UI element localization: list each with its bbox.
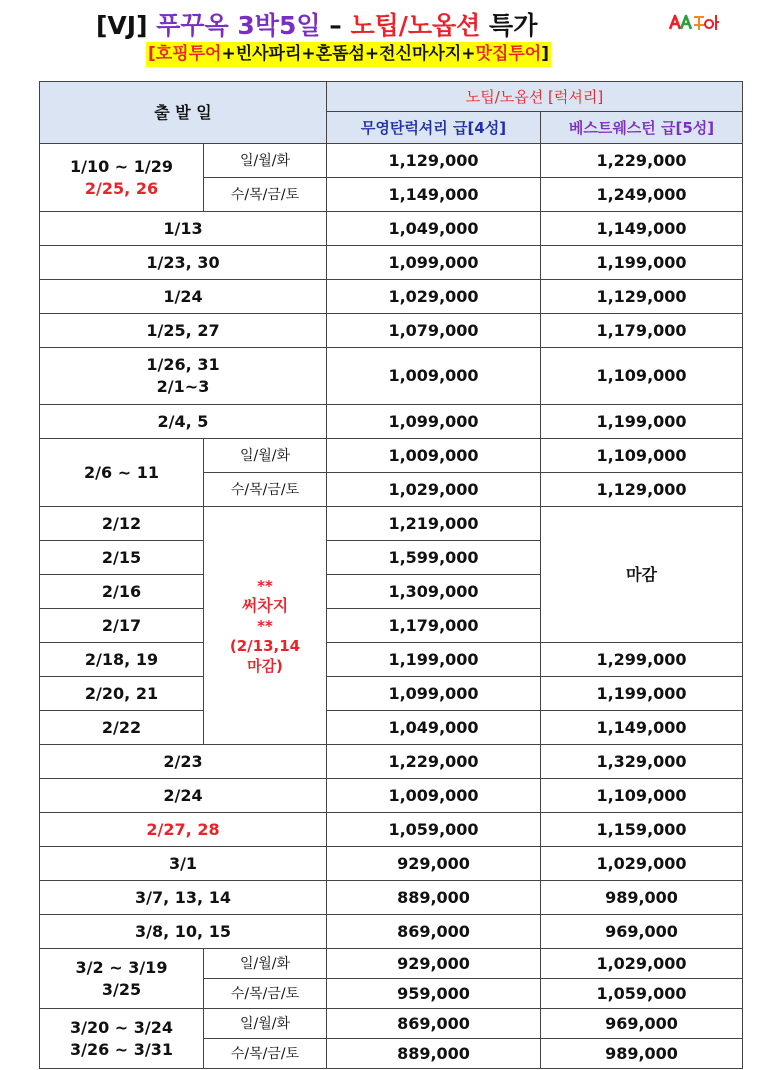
price-5star: 1,029,000 [541,949,743,979]
date-cell: 2/17 [40,609,204,643]
price-4star: 869,000 [327,915,541,949]
price-4star: 1,229,000 [327,745,541,779]
price-5star: 1,159,000 [541,813,743,847]
price-4star: 1,179,000 [327,609,541,643]
price-4star: 1,599,000 [327,541,541,575]
price-5star: 1,109,000 [541,348,743,405]
price-5star: 1,029,000 [541,847,743,881]
day-group-weekday: 일/월/화 [204,439,327,473]
price-5star: 1,199,000 [541,405,743,439]
subtitle-part-4: ] [541,44,549,64]
price-4star: 1,009,000 [327,348,541,405]
date-line: 3/25 [101,979,142,999]
surcharge-stars: ** [257,576,273,595]
page-title [96,6,537,42]
price-4star: 1,129,000 [327,144,541,178]
surcharge-stars: ** [257,616,273,635]
date-cell: 2/18, 19 [40,643,204,677]
title-duration: 3박5일 [237,11,321,40]
price-4star: 1,059,000 [327,813,541,847]
price-4star: 1,009,000 [327,779,541,813]
title-option: 노팁/노옵션 [350,11,481,40]
date-cell: 2/4, 5 [40,405,327,439]
date-cell: 3/1 [40,847,327,881]
price-5star: 1,149,000 [541,711,743,745]
date-cell: 2/16 [40,575,204,609]
date-cell [40,348,327,405]
date-cell: 2/12 [40,507,204,541]
price-4star: 1,049,000 [327,212,541,246]
price-5star: 1,109,000 [541,779,743,813]
price-5star: 1,129,000 [541,280,743,314]
date-cell: 2/6 ~ 11 [40,439,204,507]
title-promo: 특가 [489,11,538,40]
title-tag: [VJ] [96,11,148,40]
subtitle-part-3: 맛집투어 [475,44,542,64]
price-4star: 1,149,000 [327,178,541,212]
price-4star: 929,000 [327,949,541,979]
subtitle-part-1: [호핑투어 [148,44,222,64]
date-cell [40,144,204,212]
price-4star: 1,049,000 [327,711,541,745]
day-group-weekday: 일/월/화 [204,1009,327,1039]
date-cell: 2/22 [40,711,204,745]
title-dash: – [329,11,342,40]
price-4star: 1,099,000 [327,405,541,439]
date-line: 1/26, 31 [146,355,220,374]
page-header [0,0,773,80]
date-cell [40,1009,204,1069]
date-line-red: 2/25, 26 [84,178,159,198]
departure-header: 출 발 일 [40,82,327,144]
date-cell: 1/13 [40,212,327,246]
date-line: 3/20 ~ 3/24 [69,1017,174,1037]
date-cell: 3/8, 10, 15 [40,915,327,949]
day-group-weekend: 수/목/금/토 [204,979,327,1009]
day-group-weekend: 수/목/금/토 [204,178,327,212]
date-cell-red: 2/27, 28 [40,813,327,847]
sold-out-label: 마감 [541,507,743,643]
price-4star: 1,099,000 [327,677,541,711]
date-cell [40,949,204,1009]
price-5star: 1,299,000 [541,643,743,677]
price-4star: 869,000 [327,1009,541,1039]
price-5star: 1,199,000 [541,246,743,280]
date-cell: 1/25, 27 [40,314,327,348]
price-5star: 969,000 [541,915,743,949]
day-group-weekday: 일/월/화 [204,949,327,979]
day-group-weekday: 일/월/화 [204,144,327,178]
hotel-4star-header: 무영탄럭셔리 급[4성] [327,112,541,144]
hotel-5star-header: 베스트웨스턴 급[5성] [541,112,743,144]
price-5star: 1,059,000 [541,979,743,1009]
price-4star: 1,099,000 [327,246,541,280]
date-cell: 3/7, 13, 14 [40,881,327,915]
price-5star: 989,000 [541,1039,743,1069]
price-4star: 959,000 [327,979,541,1009]
price-5star: 1,229,000 [541,144,743,178]
price-4star: 1,009,000 [327,439,541,473]
surcharge-label: 써차지 [241,595,289,615]
price-4star: 1,199,000 [327,643,541,677]
date-line: 3/2 ~ 3/19 [75,957,168,977]
surcharge-closed-label: 마감) [247,656,283,675]
price-5star: 1,249,000 [541,178,743,212]
subtitle-part-2: +빈사파리+혼똠섬+전신마사지+ [221,44,476,64]
day-group-weekend: 수/목/금/토 [204,1039,327,1069]
price-5star: 1,129,000 [541,473,743,507]
price-4star: 1,219,000 [327,507,541,541]
price-5star: 989,000 [541,881,743,915]
subtitle-banner [146,42,551,67]
price-4star: 1,029,000 [327,280,541,314]
price-5star: 1,179,000 [541,314,743,348]
group-header: 노팁/노옵션 [럭셔리] [327,82,743,112]
date-line: 1/10 ~ 1/29 [69,156,174,176]
price-table [39,81,743,1069]
date-cell: 1/24 [40,280,327,314]
price-4star: 889,000 [327,1039,541,1069]
price-5star: 1,199,000 [541,677,743,711]
surcharge-note [204,507,327,745]
price-5star: 1,109,000 [541,439,743,473]
price-4star: 1,029,000 [327,473,541,507]
date-cell: 1/23, 30 [40,246,327,280]
price-5star: 1,329,000 [541,745,743,779]
price-4star: 889,000 [327,881,541,915]
surcharge-closed-dates: (2/13,14 [229,636,301,655]
date-cell: 2/24 [40,779,327,813]
date-line: 3/26 ~ 3/31 [69,1039,174,1059]
day-group-weekend: 수/목/금/토 [204,473,327,507]
date-line: 2/1~3 [156,377,210,396]
price-4star: 1,309,000 [327,575,541,609]
price-4star: 1,079,000 [327,314,541,348]
date-cell: 2/23 [40,745,327,779]
date-cell: 2/15 [40,541,204,575]
title-destination: 푸꾸옥 [156,11,229,40]
price-5star: 1,149,000 [541,212,743,246]
price-4star: 929,000 [327,847,541,881]
date-cell: 2/20, 21 [40,677,204,711]
price-5star: 969,000 [541,1009,743,1039]
aa-tour-logo [668,12,734,32]
